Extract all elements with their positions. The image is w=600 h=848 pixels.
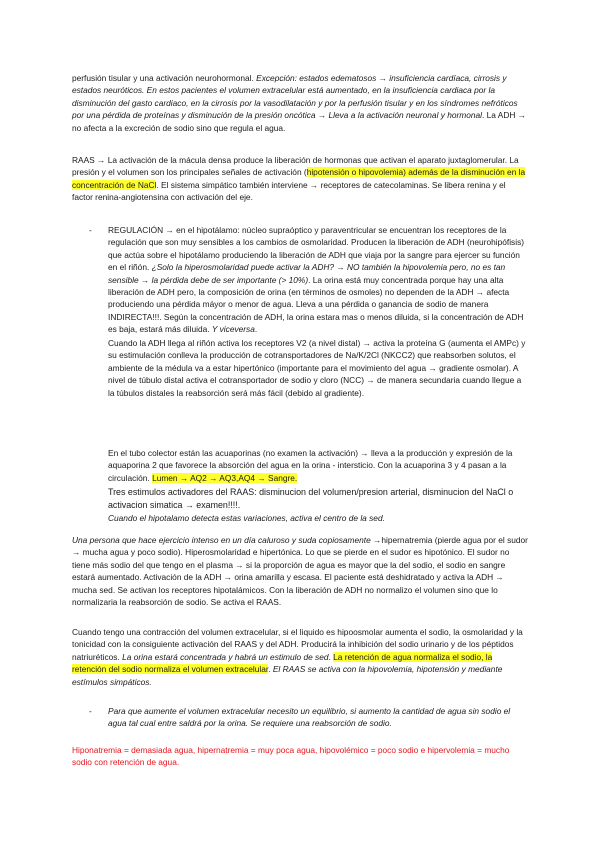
text-run: . — [268, 664, 273, 675]
text-run: . La orina está muy concentrada porque hay una alta liberación de ADH pero, la composición de orina (en términos de osmoles) no dependen de la ADH → afecta produciendo una pérdida máyor o menor de agua. Lleva a una pérdida o ganancia de sodio de manera INDIRECTA!!!. Según la concentración de ADH, la orina estara mas o menos diluida, si la concentración de ADH es baja, estará más diluida. — [108, 274, 524, 335]
text-run: . — [254, 324, 258, 335]
paragraph-contraccion — [72, 626, 528, 688]
paragraph-ejercicio — [72, 534, 528, 608]
text-run: Hiponatremia = demasiada agua, hipernatremia = muy poca agua, hipovolémico = poco sodio e hipervolemia = mucho sodio con retención de agua. — [72, 745, 510, 768]
text-run: Cuando la ADH llega al riñón activa los receptores V2 (a nivel distal) → activa la proteína G (aumenta el AMPc) y su estimulación conlleva la producción de cotransportadores de Na/K/2Cl (NKCC2) que reabsorben solutos, el ambiente de la médula va a estar hipertónico (importante para el movimiento del agua → gradiente osmolar). A nivel de túbulo distal activa el cotransportador de sodio y cloro (NCC) → de manera secundaria cuando llegue a la túbulos distales la reabsorción será más fácil (debido al gradiente). — [108, 338, 526, 398]
italic-text-run: El RAAS se activa con la hipovolemia, hipotensión y mediante estímulos simpáticos. — [72, 664, 503, 687]
paragraph-definiciones — [72, 744, 528, 769]
italic-text-run: Una persona que hace ejercicio intenso en un día caluroso y suda copiosamente — [72, 535, 371, 545]
paragraph-acuaporinas — [108, 447, 528, 484]
text-run: perfusión tisular y una activación neurohormonal. — [72, 73, 257, 83]
highlighted-text: Lumen → AQ2 → AQ3,AQ4 → Sangre. — [152, 472, 298, 483]
italic-text-run: La orina estará concentrada y habrá un estimulo de sed — [122, 651, 329, 662]
text-run: En el tubo colector están las acuaporinas (no examen la activación) → lleva a la producción y expresión de la aquaporina 2 que favorece la absorción del agua en la orina - intersticio. Con la acuaporina 3 y 4 pasan a la circulación. — [108, 448, 513, 483]
list-dash: - — [89, 225, 92, 235]
italic-text-run: Excepción: estados edematosos → insuficiencia cardíaca, cirrosis y estados neuróticos. En estos pacientes el volumen extracelular está aumentado, en la insuficiencia cardiaca por la disminución del gasto cardiaco, en la cirrosis por la vasodilatación y por la perfusión tisular y en los síndromes nefróticos por una pérdida de proteínas y disminución de la presión oncótica → Lleva a la activación neuronal y hormonal — [72, 73, 518, 121]
text-run: REGULACIÓN → en el hipotálamo: núcleo supraóptico y paraventricular se encuentran los receptores de la regulación que son muy sensibles a los cambios de osmolaridad. Producen la liberación de ADH (neurohipófisis) que actúa sobre el hipotálamo produciendo la liberación de ADH que viaja por la sangre para ejercer su función en el riñón. — [108, 225, 525, 273]
text-run: Cuando tengo una contracción del volumen extracelular, si el liquido es hipoosmolar aumenta el sodio, la osmolaridad y la tonicidad con la consiguiente activación del RAAS y del ADH. Producirá la inhibición del sodio urinario y de los péptidos natriuréticos. — [72, 627, 523, 662]
italic-text-run: Y viceversa — [211, 324, 255, 335]
text-run: . La ADH → no afecta a la excreción de sodio sino que regula el agua. — [72, 110, 527, 133]
paragraph-adh-rinon — [108, 337, 528, 399]
highlighted-text: hipotensión o hipovolemia) además de la disminución en la concentración de NaCl — [72, 167, 526, 190]
italic-text-run: Para que aumente el volumen extracelular necesito un equilibrio, si aumento la cantidad de agua sin sodio el agua tal cual entre saldrá por la orina. Se requiere una reabsorción de sodio. — [108, 706, 511, 729]
paragraph-estimulos — [108, 486, 528, 511]
text-run: . El sistema simpático también interviene → receptores de catecolaminas. Se libera renina y el factor renina-angiotensina con activación del eje. — [72, 179, 506, 203]
list-dash: - — [89, 706, 92, 716]
text-run: →hipernatremia (pierde agua por el sudor → mucha agua y poco sodio). Hiperosmolaridad e hipertónica. Lo que se pierde en el sudor es hipotónico. El sudor no tiene más sodio del que tengo en el plasma → si la proporción de agua es mayor que la del sodio, el sodio en sangre estará aumentado. Activación de la ADH → orina amarilla y escasa. El paciente está deshidratado y activa la ADH → mucha sed. Se activan los receptores hipotalámicos. Con la liberación de ADH no normalizo el volumen sino que lo normalizaria la reabsorción de sodio. Se activa el RAAS. — [72, 535, 528, 608]
paragraph-perfusion — [72, 72, 528, 134]
text-run: RAAS → La activación de la mácula densa produce la liberación de hormonas que activan el aparato juxtaglomerular. La presión y el volumen son los principales señales de activación ( — [72, 155, 519, 178]
paragraph-regulacion — [108, 224, 528, 336]
paragraph-sed — [108, 512, 528, 524]
highlighted-text: La retención de agua normaliza el sodio, la retención del sodio normaliza el volumen extracelular — [72, 651, 493, 675]
paragraph-equilibrio — [108, 705, 528, 730]
italic-text-run: ¿Solo la hiperosmolaridad puede activar la ADH? → NO también la hipovolemia pero, no es tan sensible → la pérdida debe de ser importante (> 10%) — [108, 262, 506, 285]
text-run: . — [328, 651, 334, 662]
paragraph-raas — [72, 154, 528, 204]
text-run: Tres estimulos activadores del RAAS: disminucion del volumen/presion arterial, disminucion del NaCl o activacion simatica → examen!!!!. — [108, 487, 514, 510]
italic-text-run: Cuando el hipotalamo detecta estas variaciones, activa el centro de la sed. — [108, 513, 385, 523]
